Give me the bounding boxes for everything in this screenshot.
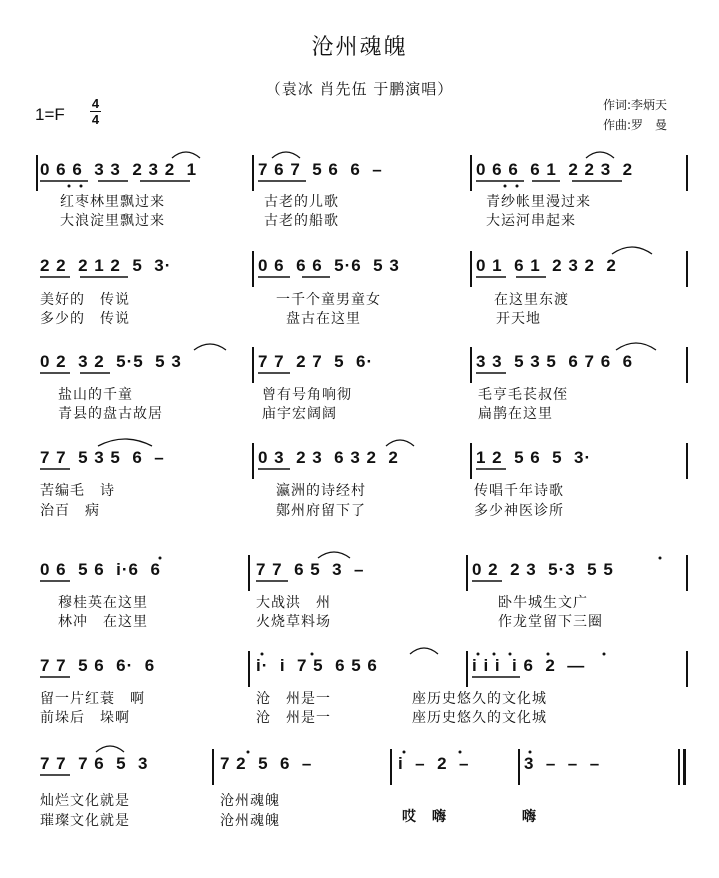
measure-notes: 3 3 5 3 5 6 7 6 6 bbox=[476, 352, 634, 371]
lyric-verse2: 多少神医诊所 bbox=[474, 503, 564, 519]
lyric-verse2: 作龙堂留下三圈 bbox=[498, 614, 603, 630]
beam-lines bbox=[40, 181, 622, 775]
slur-arcs bbox=[96, 152, 656, 752]
lyric-verse2: 多少的 传说 bbox=[40, 311, 130, 327]
performers-line: （袁冰 肖先伍 于鹏演唱） bbox=[265, 80, 454, 98]
measure-notes: i i i i 6 2 — bbox=[472, 656, 586, 675]
lyric-verse2: 火烧草料场 bbox=[256, 614, 331, 630]
lyric-verse1: 毛亨毛苌叔侄 bbox=[478, 387, 568, 403]
measure-notes: 7 7 7 6 5 3 bbox=[40, 754, 149, 773]
measure-notes: 7 7 6 5 3 – bbox=[256, 560, 365, 579]
lyric-verse2: 璀璨文化就是 bbox=[40, 813, 130, 829]
lyric-verse1: 穆桂英在这里 bbox=[58, 595, 148, 611]
lyric-verse2: 盘古在这里 bbox=[286, 311, 361, 327]
lyric-verse1: 大战洪 州 bbox=[256, 595, 331, 611]
key-signature: 1=F bbox=[35, 105, 65, 124]
measure-notes: 0 6 6 3 3 2 3 2 1 bbox=[40, 160, 198, 179]
lyric-verse1: 传唱千年诗歌 bbox=[474, 483, 564, 499]
lyric-verse2: 沧州魂魄 bbox=[220, 813, 280, 829]
lyric-verse2: 庙宇宏阔阔 bbox=[262, 406, 337, 422]
time-signature-bottom: 4 bbox=[91, 112, 100, 127]
lyric-verse2: 大运河串起来 bbox=[486, 213, 576, 229]
lyric-verse2: 林冲 在这里 bbox=[58, 614, 148, 630]
measure-notes: 7 6 7 5 6 6 – bbox=[258, 160, 383, 179]
lyric-verse2: 座历史悠久的文化城 bbox=[412, 710, 547, 726]
lyric-interjection: 嗨 bbox=[522, 809, 537, 825]
song-title: 沧州魂魄 bbox=[311, 35, 408, 60]
lyric-verse1: 瀛洲的诗经村 bbox=[276, 483, 366, 499]
lyric-verse1: 卧牛城生文广 bbox=[498, 595, 588, 611]
lyric-verse1: 留一片红蓑 啊 bbox=[40, 691, 145, 707]
measure-notes: 1 2 5 6 5 3· bbox=[476, 448, 592, 467]
lyric-verse1: 美好的 传说 bbox=[40, 292, 130, 308]
lyric-verse2: 青县的盘古故居 bbox=[58, 406, 163, 422]
measure-notes: 0 3 2 3 6 3 2 2 bbox=[258, 448, 399, 467]
lyric-verse1: 盐山的千童 bbox=[58, 387, 133, 403]
lyric-verse1: 古老的儿歌 bbox=[264, 194, 339, 210]
lyric-verse2: 沧 州是一 bbox=[256, 710, 331, 726]
measure-notes: 0 1 6 1 2 3 2 2 bbox=[476, 256, 617, 275]
lyric-verse2: 大浪淀里飘过来 bbox=[60, 213, 165, 229]
lyric-interjection: 哎 嗨 bbox=[402, 809, 447, 825]
time-signature-top: 4 bbox=[91, 96, 100, 111]
lyric-verse1: 红枣林里飘过来 bbox=[60, 194, 165, 210]
lyric-verse1: 沧 州是一 bbox=[256, 691, 331, 707]
measure-notes: 0 2 3 2 5·5 5 3 bbox=[40, 352, 182, 371]
measure-notes: 2 2 2 1 2 5 3· bbox=[40, 256, 172, 275]
lyric-verse1: 在这里东渡 bbox=[494, 292, 569, 308]
lyric-verse2: 古老的船歌 bbox=[264, 213, 339, 229]
measure-notes: 3 – – – bbox=[524, 754, 601, 773]
lyric-verse1: 沧州魂魄 bbox=[220, 793, 280, 809]
lyricist-credit: 作词:李炳天 bbox=[603, 98, 668, 112]
measure-notes: 7 7 2 7 5 6· bbox=[258, 352, 374, 371]
measure-notes: 0 6 5 6 i·6 6 bbox=[40, 560, 161, 579]
lyric-verse2: 前垛后 垛啊 bbox=[40, 710, 130, 726]
octave-dots bbox=[68, 185, 662, 754]
lyric-verse1: 灿烂文化就是 bbox=[40, 793, 130, 809]
lyric-verse2: 扁鹊在这里 bbox=[478, 406, 553, 422]
lyric-verse1: 曾有号角响彻 bbox=[262, 387, 352, 403]
measure-notes: 7 2 5 6 – bbox=[220, 754, 313, 773]
lyric-verse2: 治百 病 bbox=[40, 503, 100, 519]
composer-credit: 作曲:罗 曼 bbox=[603, 118, 668, 132]
lyric-verse2: 开天地 bbox=[496, 311, 541, 327]
lyric-verse2: 鄚州府留下了 bbox=[276, 503, 366, 519]
measure-notes: i – 2 – bbox=[398, 754, 470, 773]
lyric-verse1: 苦编毛 诗 bbox=[40, 483, 115, 499]
measure-notes: i· i 7 5 6 5 6 bbox=[256, 656, 378, 675]
lyric-verse1: 座历史悠久的文化城 bbox=[412, 691, 547, 707]
measure-notes: 0 2 2 3 5·3 5 5 bbox=[472, 560, 614, 579]
measure-notes: 0 6 6 6 1 2 2 3 2 bbox=[476, 160, 634, 179]
measure-notes: 7 7 5 6 6· 6 bbox=[40, 656, 156, 675]
measure-notes: 7 7 5 3 5 6 – bbox=[40, 448, 165, 467]
lyric-verse1: 青纱帐里漫过来 bbox=[486, 194, 591, 210]
lyric-verse1: 一千个童男童女 bbox=[276, 292, 381, 308]
measure-notes: 0 6 6 6 5·6 5 3 bbox=[258, 256, 400, 275]
